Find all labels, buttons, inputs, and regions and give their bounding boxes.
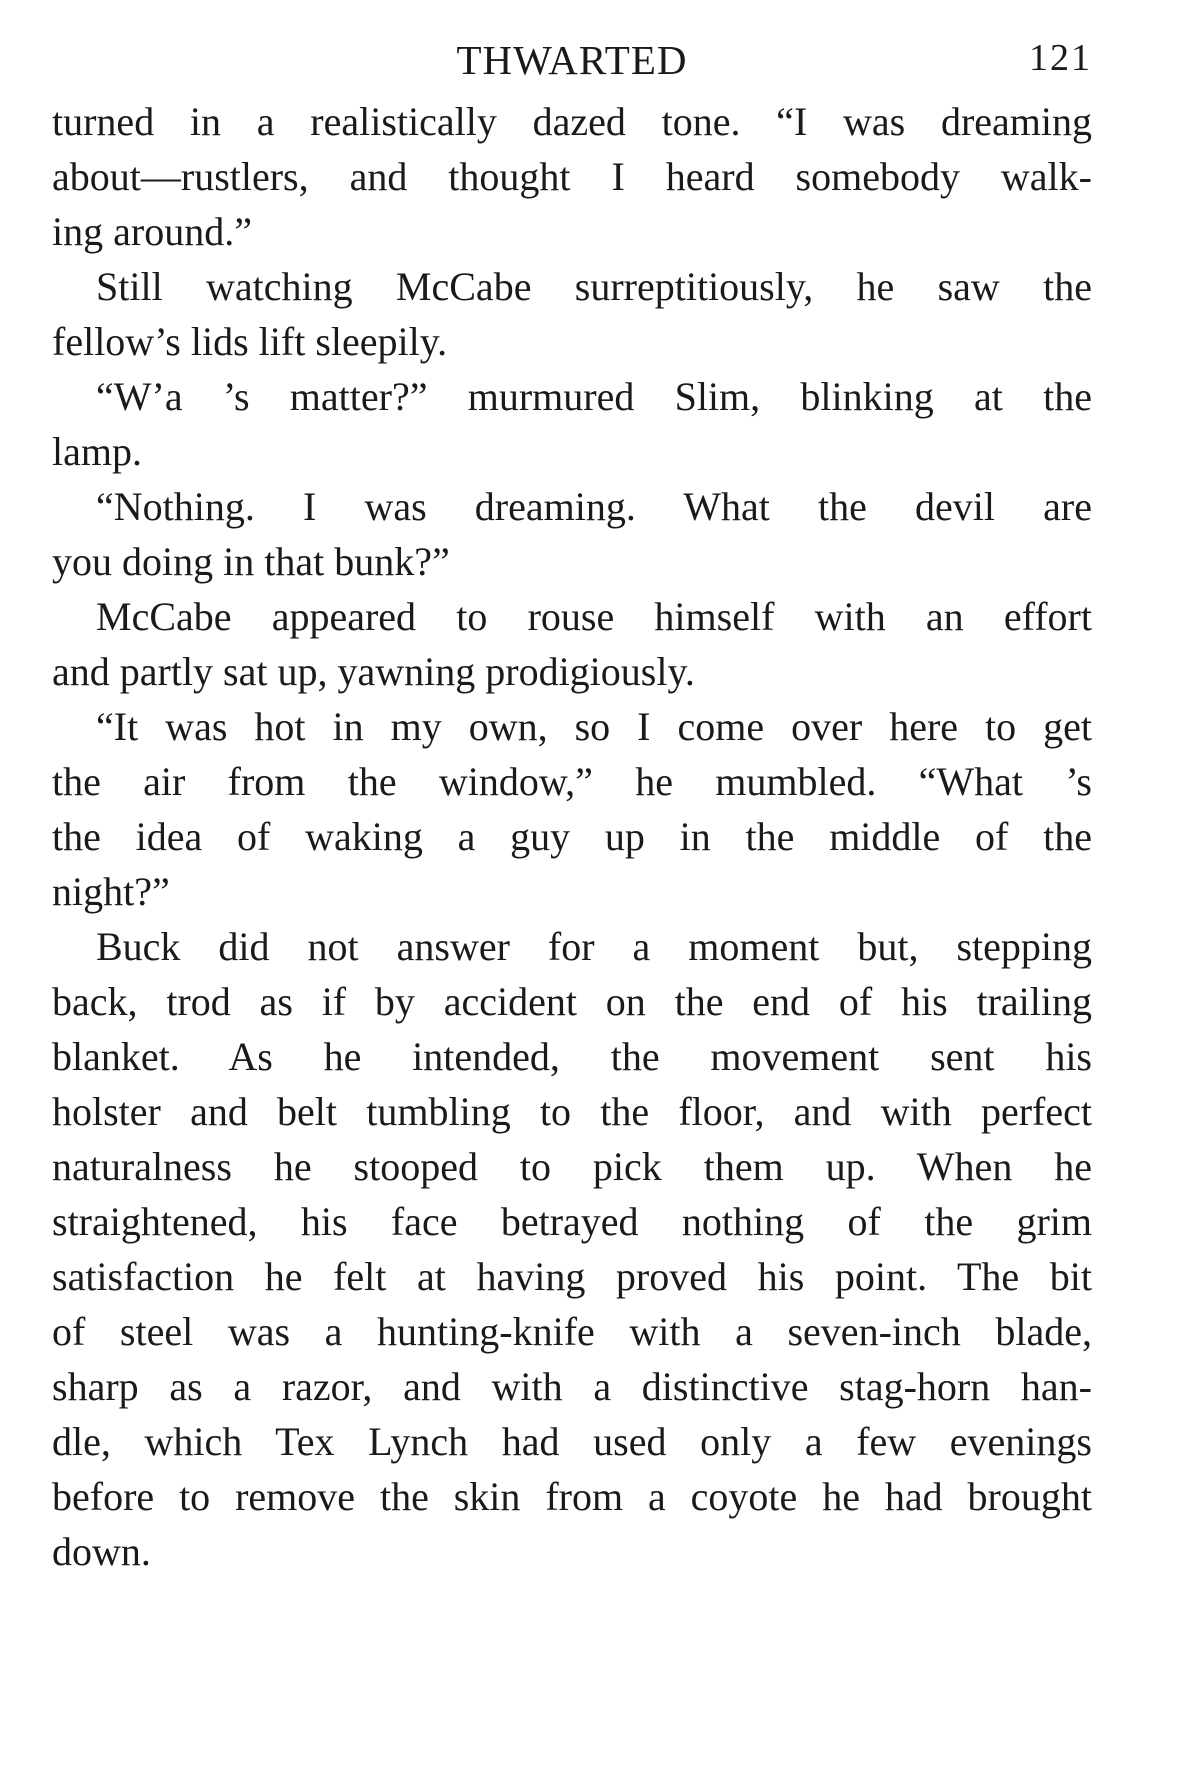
running-title: THWARTED <box>456 37 688 83</box>
text-line: night?” <box>52 869 170 914</box>
text-line: of steel was a hunting-knife with a seven-inch blade, <box>52 1309 1092 1354</box>
text-line: satisfaction he felt at having proved his point. The bit <box>52 1254 1092 1299</box>
text-line: straightened, his face betrayed nothing of the grim <box>52 1199 1092 1244</box>
text-line: “It was hot in my own, so I come over here to get <box>96 704 1092 749</box>
text-line: before to remove the skin from a coyote he had brought <box>52 1474 1092 1519</box>
text-line: ing around.” <box>52 209 252 254</box>
text-line: Buck did not answer for a moment but, stepping <box>96 924 1092 969</box>
text-line: and partly sat up, yawning prodigiously. <box>52 649 695 694</box>
text-line: the idea of waking a guy up in the middle of the <box>52 814 1092 859</box>
text-line: naturalness he stooped to pick them up. When he <box>52 1144 1092 1189</box>
text-line: down. <box>52 1529 151 1574</box>
text-line: fellow’s lids lift sleepily. <box>52 319 448 364</box>
text-line: sharp as a razor, and with a distinctive stag-horn han- <box>52 1364 1092 1409</box>
text-line: Still watching McCabe surreptitiously, he saw the <box>96 264 1092 309</box>
book-page <box>52 32 1092 1732</box>
body-text <box>52 94 1092 1579</box>
text-line: back, trod as if by accident on the end of his trailing <box>52 979 1092 1024</box>
text-line: you doing in that bunk?” <box>52 539 450 584</box>
text-line: turned in a realistically dazed tone. “I was dreaming <box>52 99 1092 144</box>
text-line: lamp. <box>52 429 142 474</box>
text-line: dle, which Tex Lynch had used only a few evenings <box>52 1419 1092 1464</box>
text-line: “W’a ’s matter?” murmured Slim, blinking at the <box>96 374 1092 419</box>
page-number: 121 <box>1029 37 1092 79</box>
text-line: “Nothing. I was dreaming. What the devil are <box>96 484 1092 529</box>
text-line: the air from the window,” he mumbled. “What ’s <box>52 759 1092 804</box>
text-line: blanket. As he intended, the movement sent his <box>52 1034 1092 1079</box>
page-header <box>52 32 1092 94</box>
text-line: McCabe appeared to rouse himself with an effort <box>96 594 1092 639</box>
text-line: holster and belt tumbling to the floor, and with perfect <box>52 1089 1092 1134</box>
text-line: about—rustlers, and thought I heard somebody walk- <box>52 154 1092 199</box>
